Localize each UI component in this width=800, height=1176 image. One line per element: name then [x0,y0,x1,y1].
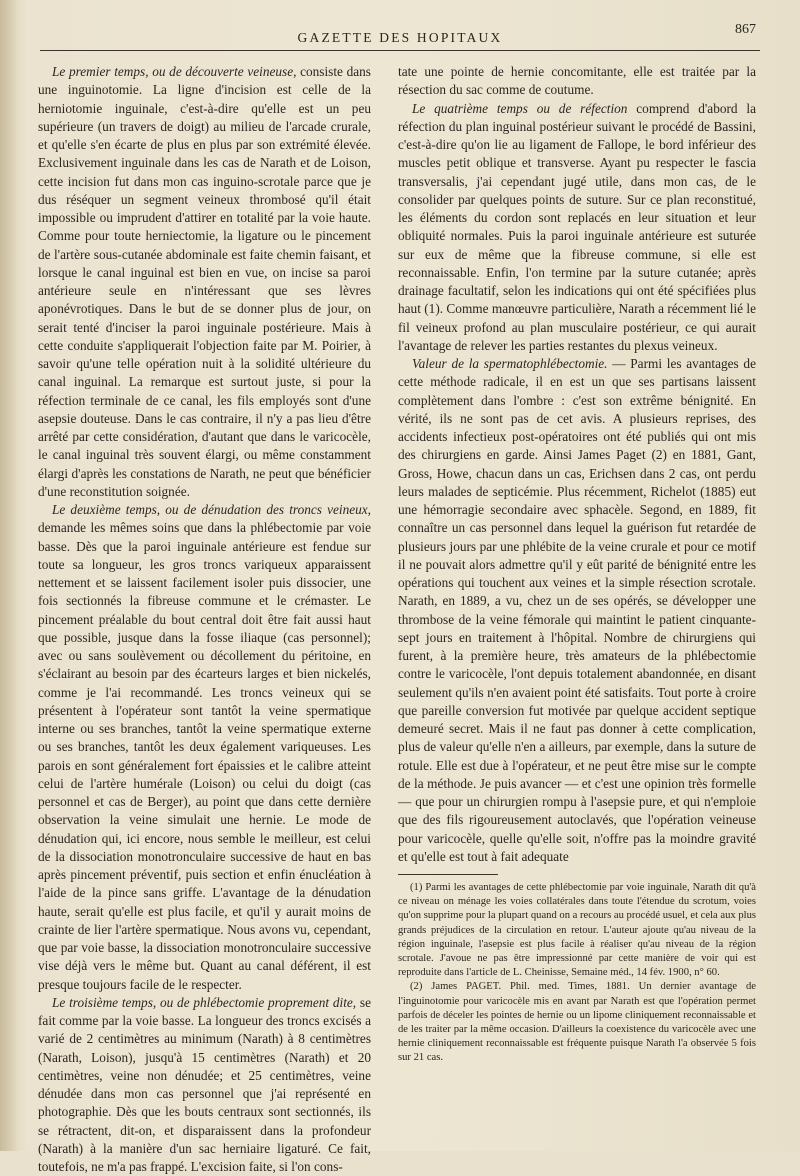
section-lead: Le deuxième temps, ou de dénudation des troncs veineux, [52,502,371,517]
section-lead: Le premier temps, ou de découverte veineuse, [52,64,297,79]
footnote-1: (1) Parmi les avantages de cette phlébectomie par voie inguinale, Narath dit qu'à ce niveau on ménage les voies collatérales dans toute l'étendue du scrotum, voies qu'on supprime pour la plupart quand on a recours au procédé usuel, et cela aux plus grands préjudices de la circulation en retour. L'auteur ajoute qu'au niveau de la région inguinale, l'asepsie est plus facile à réaliser qu'au niveau de la région scrotale. J'avoue ne pas être impressionné par cette manière de voir qui est reproduite dans l'article de L. Cheinisse, Semaine méd., 14 fév. 1900, n° 60. [398,882,756,979]
section-lead: Le quatrième temps ou de réfection [412,100,628,116]
page-number: 867 [735,22,756,37]
section-lead: Valeur de la spermatophlébectomie. [412,356,608,371]
paragraph-quatrieme-temps [398,100,756,356]
paragraph-deuxieme-temps [38,501,371,994]
footnote-divider [398,874,498,875]
footnote-2: (2) James PAGET. Phil. med. Times, 1881. Un dernier avantage de l'inguinotomie pour varicocèle mis en avant par Narath est que l'opération permet parfois de déceler les pointes de hernie ou un lipome cliniquement reconnaissable et de les traiter par la même occasion. D'ailleurs la coexistence du varicocèle avec une hernie cliniquement reconnaissable est fréquente puisque Narath l'a observée 5 fois sur 21 cas. [398,981,756,1064]
journal-title: GAZETTE DES HOPITAUX [297,30,503,45]
paragraph-text: demande les mêmes soins que dans la phlébectomie par voie basse. Dès que la paroi inguinale antérieure est fendue sur toute sa longueur, les gros troncs variqueux apparaissent nettement et se laissent facilement isoler puis dissocier, une fois sectionnés la fibreuse commune et le crémaster. Le pincement préalable du bout central doit être fait aussi haut que possible, jusque dans la fosse iliaque (cas personnel); avec ou sans soulèvement ou décollement du péritoine, en s'éclairant au besoin par des écarteurs larges et bien nickelés, comme je l'ai recommandé. Les troncs veineux qui se présentent à l'opérateur sont tantôt la veine spermatique interne ou ses branches, tantôt la veine spermatique externe ou ses branches, tantôt les deux également variqueuses. Les parois en sont généralement fort épaissies et le calibre atteint celui de l'artère humérale (Loison) ou celui du doigt (cas personnel et cas de Berger), au point que dans cette dernière observation la veine simulait une hernie. Le mode de dénudation qui, ici encore, nous semble le meilleur, est celui de la dissociation monotronculaire successive de haut en bas après pincement préventif, puis section et enfin énucléation à l'aide de la pince sans griffe. L'avantage de la dénudation haute, serait qu'elle est plus facile, et qu'il y aurait moins de crainte de lier l'artère spermatique. Nous avons vu, cependant, que par voie basse, la dissociation monotronculaire successive vise déjà vers le même but. Quant au canal déférent, il est presque toujours facile de le respecter. [38,520,371,992]
paragraph-premier-temps [38,63,371,501]
footnotes [398,881,756,1066]
paragraph-valeur [398,355,756,866]
paragraph-continuation: tate une pointe de hernie concomitante, elle est traitée par la résection du sac comme de coutume. [398,64,756,98]
right-column [398,63,756,1066]
paragraph-troisieme-temps [38,994,371,1176]
paragraph-text: consiste dans une inguinotomie. La ligne d'incision est celle de la herniotomie inguinale, c'est-à-dire qu'elle est un peu supérieure (un travers de doigt) au milieu de l'arcade crurale, et qu'elle s'en écarte de plus en plus par son extrémité élevée. Exclusivement inguinale dans les cas de Narath et de Loison, cette incision fut dans mon cas inguino-scrotale parce que je dus réséquer un segment veineux thrombosé qu'il était impossible ou imprudent d'attirer en totalité par la voie haute. Comme pour toute herniectomie, la ligature ou le pincement de l'artère sous-cutanée abdominale est faite chemin faisant, et lorsque le canal inguinal est bien en vue, on incise sa paroi antérieure seule en n'intéressant que ses lèvres aponévrotiques. Dans le but de se donner plus de jour, on serait tenté d'inciser la paroi inguinale postérieure. Mais à cette conduite s'appliquerait l'objection faite par M. Poirier, à savoir qu'une telle opération nuit à la solidité ultérieure du canal inguinal. La remarque est surtout juste, si pour la réfection terminale de ce canal, les fils employés sont d'une asepsie douteuse. Dans le cas contraire, il n'y a pas lieu d'être arrêté par cette considération, d'autant que dans le varicocèle, le canal inguinal très souvent élargi, ou même constamment élargi d'après les constations de Narath, ne peut que bénéficier d'une reconstitution soignée. [38,64,371,499]
paragraph-text: se fait comme par la voie basse. La longueur des troncs excisés a varié de 2 centimètres au minimum (Narath) à 8 centimètres (Narath, Loison), jusqu'à 15 centimètres (Narath) et 20 centimètres, veine non dénudée; et 25 centimètres, veine dénudée dans mon cas personnel que j'ai représenté en photographie. Dès que les bouts centraux sont sectionnés, ils se rétractent, dit-on, et disparaissent dans la profondeur (Narath) à la manière d'un sac herniaire ligaturé. Ce fait, toutefois, ne m'a pas frappé. L'excision faite, si l'on cons- [38,994,371,1174]
binding-shadow [0,0,18,1151]
section-lead: Le troisième temps, ou de phlébectomie proprement dite, [52,994,357,1010]
left-column [38,63,371,1176]
page-header [40,22,760,51]
paragraph-text: — Parmi les avantages de cette méthode radicale, il en est un que ses partisans laissent complètement dans l'ombre : c'est son extrême bénignité. En vérité, ils ne sont pas de cet avis. A plusieurs reprises, des accidents infectieux post-opératoires ont été publiés qui ont mis des chirurgiens en garde. Ainsi James Paget (2) en 1881, Gant, Gross, Howe, chacun dans un cas, Erichsen dans 2 cas, ont perdu leurs malades de septicémie. Plus récemment, Richelot (1885) eut une hémorragie secondaire avec sphacèle. Segond, en 1889, fit connaître un cas personnel dans lequel la guérison fut retardée de plusieurs jours par une phlébite de la veine crurale et pour ce motif il ne pouvait alors admettre qu'il y eût parité de bénignité entre les opérations qui touchent aux veines et la simple résection scrotale. Narath, en 1889, a vu, chez un de ses opérés, se développer une thrombose de la veine fémorale qui maintint le patient cinquante-sept jours en traitement à l'hôpital. Nombre de chirurgiens qui furent, à la première heure, très amateurs de la phlébectomie contre le varicocèle, l'ont depuis totalement abandonnée, en disant seulement qu'ils n'en avaient point été satisfaits. Tout porte à croire que pareille conversion fut motivée par quelque accident septique demeuré secret. Mais il ne faut pas donner à cette complication, plus de valeur qu'elle n'en a ailleurs, par exemple, dans la suture de rotule. Elle est due à l'opérateur, et ne peut être mise sur le compte de la méthode. Je puis avancer — et c'est une opinion très formelle — que pour un chirurgien rompu à l'asepsie pure, et qui n'emploie que des fils rigoureusement autoclavés, que l'opération veineuse pour varicocèle, quelle qu'elle soit, n'offre pas la moindre gravité et qu'elle est tout à fait adequate [398,356,756,864]
paragraph-text: comprend d'abord la réfection du plan inguinal postérieur suivant le procédé de Bassini, c'est-à-dire qu'on lie au ligament de Fallope, le bord inférieur des muscles petit oblique et transverse. Ayant pu respecter le fascia transversalis, j'ai cependant jugé utile, dans mon cas, de le consolider par quelques points de suture. Sur ce plan reconstitué, les éléments du cordon sont replacés en leur situation et leur obliquité normales. Puis la paroi inguinale antérieure est suturée sur eux de même que la fibreuse commune, si elle est reconnaissable. Enfin, l'on termine par la suture cutanée; après drainage facultatif, selon les indications qui ont été spécifiées plus haut (1). Comme manœuvre particulière, Narath a récemment lié le fil veineux profond au plan musculaire postérieur, ce qui aurait l'avantage de relever les parties restantes du plexus veineux. [398,100,756,353]
